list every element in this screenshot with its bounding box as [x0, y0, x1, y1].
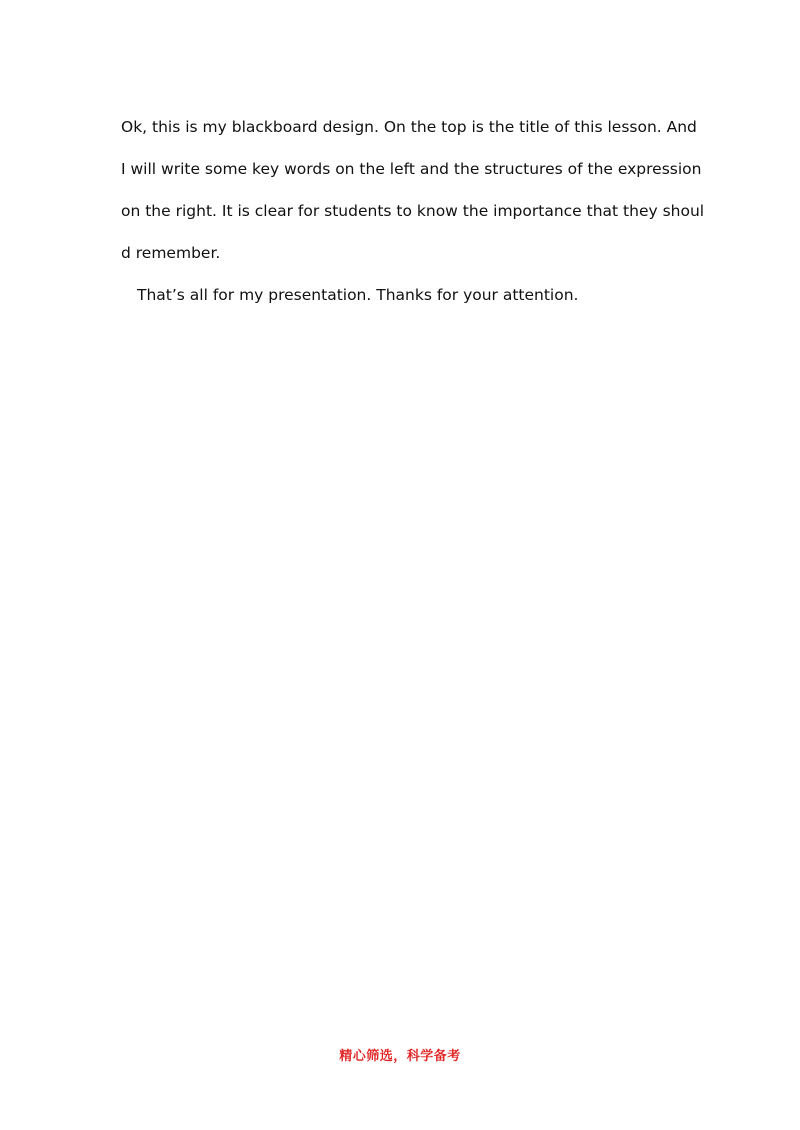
paragraph-line: on the right. It is clear for students to know the importance that they shoul: [121, 202, 705, 220]
paragraph-line: I will write some key words on the left and the structures of the expression: [121, 160, 702, 178]
footer-slogan: 精心筛选，科学备考: [339, 1049, 461, 1064]
paragraph-line: d remember.: [121, 244, 221, 262]
paragraph-line: Ok, this is my blackboard design. On the top is the title of this lesson. And: [121, 118, 697, 136]
closing-paragraph: That’s all for my presentation. Thanks for your attention.: [137, 286, 579, 304]
document-body: [121, 106, 705, 316]
